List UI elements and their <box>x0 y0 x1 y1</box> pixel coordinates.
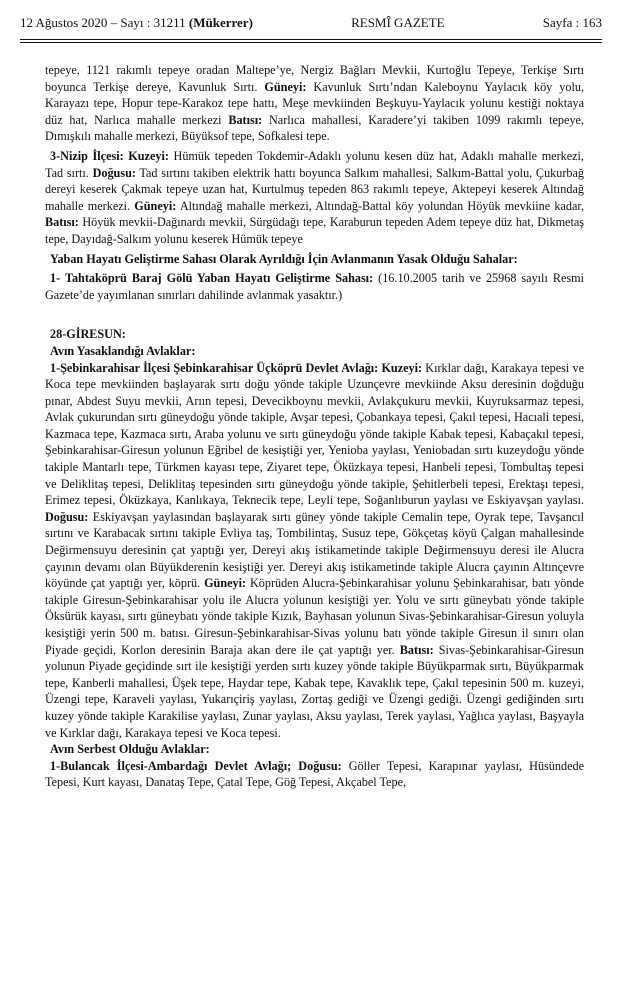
paragraph-tahtakopru: 1- Tahtaköprü Baraj Gölü Yaban Hayatı Geliştirme Sahası: (16.10.2005 tarih ve 25968 sayılı Resmi Gazete’de yayımlanan sınırları dahilinde avlanmak yasaktır.) <box>45 271 584 302</box>
header-date-issue: 12 Ağustos 2020 – Sayı : 31211 (Mükerrer) <box>20 15 253 30</box>
header-rule-thin <box>20 42 602 43</box>
header-rule <box>20 39 602 40</box>
paragraph-nizip-district: 3-Nizip İlçesi: Kuzeyi: Hümük tepeden Tokdemir-Adaklı yolunu kesen düz hat, Adaklı mahalle merkezi, Tad sırtı. Doğusu: Tad sırtını takiben elektrik hattı boyunca Salkım mahallesi, Salkım-Battal yolu, Çukurbağ dereyi keserek Çakmak tepeye uzan hat, Kurtulmuş tepeden 863 rakımlı tepeye, Aktepeyi keserek Altındağ mahalle merkezi. Güneyi: Altındağ mahalle merkezi, Altındağ-Battal köy yolundan Höyük mevkiine kadar, Batısı: Höyük mevkii-Dağınardı mevkii, Sürgüdağı tepe, Karaburun tepeden Adem tepeye düz hat, Dikmetaş tepe, Dayıdağ-Salkım yolunu keserek Hümük tepeye <box>45 148 585 246</box>
page-header <box>20 14 602 32</box>
paragraph-bulancak: 1-Bulancak İlçesi-Ambardağı Devlet Avlağı; Doğusu: Göller Tepesi, Karapınar yaylası, Hüsündede Tepesi, Kurt kayası, Danataş Tepe, Çatal Tepe, Göğ Tepesi, Akçabel Tepe, <box>45 758 584 790</box>
header-issue-note: (Mükerrer) <box>188 15 253 30</box>
paragraph-sebinkarahisar: 1-Şebinkarahisar İlçesi Şebinkarahisar Üçköprü Devlet Avlağı: Kuzeyi: Kırklar dağı, Karakaya tepesi ve Koca tepe mevkiinden başlayarak sırtı doğu yönde takiple Uzunçevre mevkiinde Aksu deresinin doğduğu pınar, Abdest Suyu mevkii, Arıın tepesi, Devecikboynu mevkii, Avlakçukuru mevkii, Kuyruksarmaz tepesi, Avlak çukurundan sırtı güneydoğu yönde takiple, Avşar tepesi, Çobankaya tepesi, Çakıl tepesi, Hacıali tepesi, Kazmaca tepe, Kazmaca sırtı, Araba yolunu ve sırtı güneydoğu yönde takiple Kabak tepesi, Kabaçakıl tepesi, Şebinkarahisar-Giresun yolunun Eğribel de kesiştiği yer, Yenioba yaylası, Yeniobadan sırtı kuzeydoğu yönde takiple Mantarlı tepe, Türkmen kayası tepe, Ziyaret tepe, Öküzkaya tepesi, Hanbeli tepesi, Tombultaş tepesi ve Deliklitaş tepesi, Deliklitaş tepesinden sırtı güneydoğu yönde takiple, Şehitlerbeli tepesi, Erektaşı tepesi, Erimez tepesi, Öküzkaya, Kanlıkaya, Teknecik tepe, Leyli tepe, Soğanlıburun yaylası ve Eskiyavşan yaylası. Doğusu: Eskiyavşan yaylasından başlayarak sırtı güney yönde takiple Cemalin tepe, Oyrak tepe, Tavşancıl sırtını ve Karabacak sırtını takiple Evliya taş, Tombilintaş, Susuz tepe, Gökçetaş köyü Çalgan mahallesinde Değirmensuyu deresinin çat yaptığı yer, Dereyi akış istikametinde takiple Değirmensuyu deresi ile Alucra çayının devamı olan Büyükderenin kesiştiği yer. Dereyi akış istikametinde takiple Alucra çayının Altınçevre köyünde çat yaptığı yer, köprü. Güneyi: Köprüden Alucra-Şebinkarahisar yolunu Şebinkarahisar, batı yönde takiple Giresun-Şebinkarahisar yolu ile Alucra yolunun kesiştiği yer. Yolu ve sırtı güneybatı yönde takiple Öksürük kayası, sırtı güneybatı yönde takiple Kızık, Bayhasan yolunun Sivas-Şebinkarahisar-Giresun yoluyla kesiştiği yerin 500 m. batısı. Giresun-Şebinkarahisar-Sivas yolunu batı yönde takiple Giresun il sınırı olan Piyade geçidi, Korlon deresinin Baraja akan dere ile çat yaptığı yer. Batısı: Sivas-Şebinkarahisar-Giresun yolunun Piyade geçidinde sırt ile kesiştiği yerden sırtı kuzey yönde takiple Büyükparmak sırtı, Büyükparmak tepe, Kanberli mahallesi, Üşek tepe, Haydar tepe, Kabak tepe, Kavaklık tepe, Çakıl tepesinin 500 m. kuzeyi, Üzengi tepe, Karaveli yaylası, Yukarıçiriş yaylası, Zortaş gediği ve Üzengi gediği. Üzengi gediğinden sırtı kuzey yönde takiple Karakilise yaylası, Zunar yaylası, Aksu yaylası, Terek yaylası, Yağlıca yaylası, Başyayla ve Kırklar dağı, Karakaya tepesi ve Koca tepesi. <box>45 360 584 740</box>
header-title: RESMÎ GAZETE <box>351 15 445 30</box>
document-body <box>45 62 584 791</box>
section-heading-wildlife-areas: Yaban Hayatı Geliştirme Sahası Olarak Ayrıldığı İçin Avlanmanın Yasak Olduğu Sahalar: <box>50 251 518 266</box>
subheading-open-hunting: Avın Serbest Olduğu Avlaklar: <box>50 742 210 757</box>
section-heading-giresun: 28-GİRESUN: <box>50 327 126 342</box>
header-page-number: Sayfa : 163 <box>542 15 602 30</box>
paragraph-nizip-continuation: tepeye, 1121 rakımlı tepeye oradan Maltepe’ye, Nergiz Bağları Mevkii, Kurtoğlu Tepeye, Terkişe Sırtı boyunca Terkişe dereye, Kavunluk Sırtı. Güneyi: Kavunluk Sırtı’ndan Kaleboynu Yaylacık köy yolu, Karayazı tepe, Hopur tepe-Karakoz tepe hattı, Meşe mevkiinden Beşkuyu-Yaylacık yolunu kestiği noktaya düz hat, Narlıca mahalle merkezi Batısı: Narlıca mahallesi, Karadere’yi takiben 1099 rakımlı tepeye, Dımışkılı mahalle merkezi, Büyüksof tepe, Sofkalesi tepe. <box>45 63 584 144</box>
subheading-prohibited-hunting: Avın Yasaklandığı Avlaklar: <box>50 343 196 358</box>
